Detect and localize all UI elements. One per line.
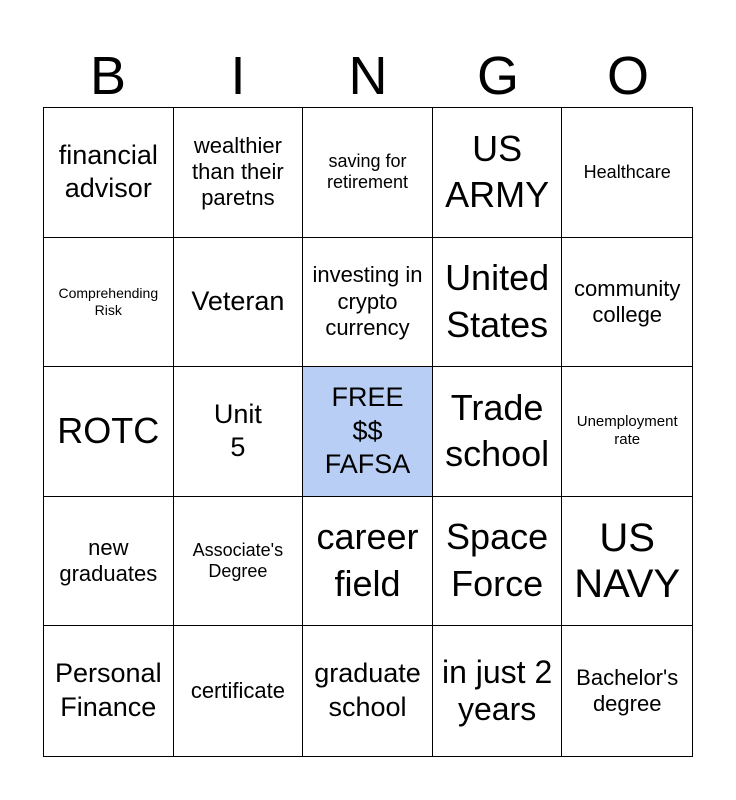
bingo-cell[interactable]: Unit 5 xyxy=(174,367,304,497)
bingo-cell[interactable]: in just 2 years xyxy=(433,626,563,756)
bingo-cell[interactable]: US NAVY xyxy=(562,497,692,627)
bingo-cell[interactable]: Associate's Degree xyxy=(174,497,304,627)
header-letter-b: B xyxy=(89,46,127,106)
bingo-cell[interactable]: ROTC xyxy=(44,367,174,497)
header-letter-o: O xyxy=(606,46,649,106)
bingo-cell[interactable]: Healthcare xyxy=(562,108,692,238)
bingo-cell[interactable]: community college xyxy=(562,238,692,368)
bingo-cell[interactable]: graduate school xyxy=(303,626,433,756)
bingo-cell[interactable]: career field xyxy=(303,497,433,627)
bingo-cell[interactable]: Unemployment rate xyxy=(562,367,692,497)
bingo-cell[interactable]: Veteran xyxy=(174,238,304,368)
bingo-cell[interactable]: financial advisor xyxy=(44,108,174,238)
bingo-cell[interactable]: new graduates xyxy=(44,497,174,627)
bingo-cell[interactable]: investing in crypto currency xyxy=(303,238,433,368)
header-letter-n: N xyxy=(348,46,388,106)
bingo-cell[interactable]: wealthier than their paretns xyxy=(174,108,304,238)
header-letter-i: I xyxy=(230,46,246,106)
bingo-cell[interactable]: saving for retirement xyxy=(303,108,433,238)
bingo-cell[interactable]: US ARMY xyxy=(433,108,563,238)
bingo-cell[interactable]: Trade school xyxy=(433,367,563,497)
bingo-cell[interactable]: certificate xyxy=(174,626,304,756)
header-letter-g: G xyxy=(476,46,519,106)
bingo-cell[interactable]: Bachelor's degree xyxy=(576,664,679,717)
bingo-cell[interactable]: Space Force xyxy=(433,497,563,627)
bingo-cell[interactable]: United States xyxy=(433,238,563,368)
bingo-header xyxy=(43,44,693,108)
free-space-cell[interactable]: FREE $$ FAFSA xyxy=(303,367,433,497)
bingo-cell[interactable]: Comprehending Risk xyxy=(44,238,174,368)
bingo-cell[interactable]: Personal Finance xyxy=(44,626,174,756)
bingo-board xyxy=(43,107,693,757)
